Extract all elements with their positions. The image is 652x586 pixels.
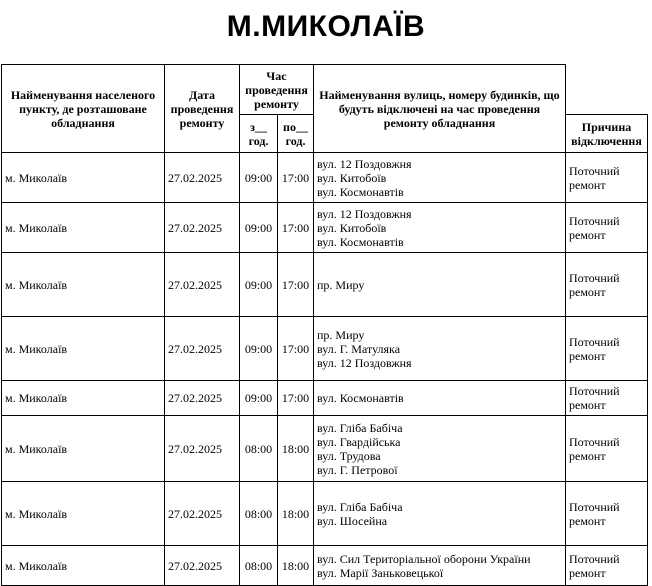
header-blank [566,65,648,115]
page-title: М.МИКОЛАЇВ [226,10,426,43]
table-row [2,153,648,203]
street-name: пр. Миру [317,277,365,292]
table-row [2,203,648,253]
street-name: вул. Гвардійська [317,434,401,449]
time-to-cell: 17:00 [278,203,314,253]
street-name: вул. Г. Матуляка [317,341,401,356]
place-cell: м. Миколаїв [2,416,165,482]
time-to-cell: 17:00 [278,253,314,317]
street-name: вул. Трудова [317,448,381,463]
header-time: Час проведення ремонту [240,65,314,115]
place-cell: м. Миколаїв [2,482,165,546]
street-name: вул. Шосейна [317,513,388,528]
time-to-cell: 18:00 [278,546,314,586]
time-to-cell: 18:00 [278,482,314,546]
date-cell: 27.02.2025 [165,153,240,203]
street-name: вул. 12 Поздовжня [317,156,412,171]
date-cell: 27.02.2025 [165,381,240,416]
street-name: вул. 12 Поздовжня [317,206,412,221]
date-cell: 27.02.2025 [165,416,240,482]
date-cell: 27.02.2025 [165,203,240,253]
time-from-cell: 09:00 [240,381,278,416]
header-streets: Найменування вулиць, номеру будинків, що будуть відключені на час проведення ремонту обладнання [314,65,566,153]
time-to-cell: 17:00 [278,317,314,381]
street-name: вул. Г. Петрової [317,462,398,477]
street-name: вул. Сил Територіальної оборони України [317,551,531,566]
header-reason: Причина відключення [566,115,648,153]
time-from-cell: 09:00 [240,317,278,381]
streets-cell [314,317,566,381]
street-name: вул. 12 Поздовжня [317,355,412,370]
street-name: вул. Китобоїв [317,220,387,235]
reason-cell: Поточний ремонт [566,317,648,381]
date-cell: 27.02.2025 [165,253,240,317]
table-row [2,416,648,482]
streets-cell [314,203,566,253]
street-name: вул. Космонавтів [317,234,404,249]
table-row [2,381,648,416]
place-cell: м. Миколаїв [2,153,165,203]
streets-cell [314,381,566,416]
date-cell: 27.02.2025 [165,546,240,586]
street-name: вул. Гліба Бабіча [317,499,403,514]
street-name: вул. Марії Заньковецької [317,565,444,580]
table-body [2,153,648,586]
header-date: Дата проведення ремонту [165,65,240,153]
street-name: вул. Гліба Бабіча [317,420,403,435]
date-cell: 27.02.2025 [165,482,240,546]
streets-cell [314,482,566,546]
header-place: Найменування населеного пункту, де розташоване обладнання [2,65,165,153]
place-cell: м. Миколаїв [2,546,165,586]
street-name: пр. Миру [317,327,365,342]
streets-cell [314,416,566,482]
time-to-cell: 18:00 [278,416,314,482]
time-from-cell: 09:00 [240,153,278,203]
reason-cell: Поточний ремонт [566,153,648,203]
header-to: по__ год. [278,115,314,153]
place-cell: м. Миколаїв [2,253,165,317]
date-cell: 27.02.2025 [165,317,240,381]
time-from-cell: 09:00 [240,253,278,317]
reason-cell: Поточний ремонт [566,546,648,586]
streets-cell [314,253,566,317]
street-name: вул. Китобоїв [317,170,387,185]
streets-cell [314,153,566,203]
outage-table [1,64,648,586]
table-row [2,253,648,317]
street-name: вул. Космонавтів [317,184,404,199]
street-name: вул. Космонавтів [317,391,404,405]
reason-cell: Поточний ремонт [566,482,648,546]
reason-cell: Поточний ремонт [566,253,648,317]
reason-cell: Поточний ремонт [566,416,648,482]
place-cell: м. Миколаїв [2,381,165,416]
time-to-cell: 17:00 [278,153,314,203]
reason-cell: Поточний ремонт [566,381,648,416]
table-row [2,317,648,381]
time-from-cell: 09:00 [240,203,278,253]
time-to-cell: 17:00 [278,381,314,416]
time-from-cell: 08:00 [240,482,278,546]
time-from-cell: 08:00 [240,546,278,586]
reason-cell: Поточний ремонт [566,203,648,253]
header-from: з__ год. [240,115,278,153]
place-cell: м. Миколаїв [2,203,165,253]
place-cell: м. Миколаїв [2,317,165,381]
time-from-cell: 08:00 [240,416,278,482]
table-row [2,482,648,546]
